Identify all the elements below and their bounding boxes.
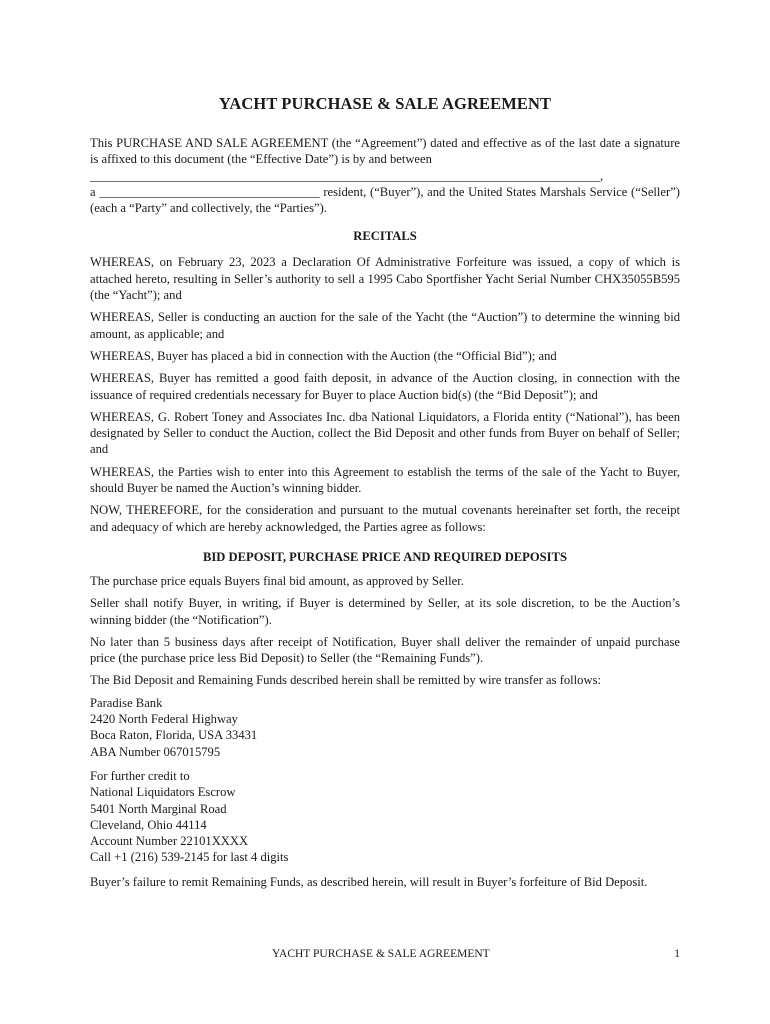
bank-line: ABA Number 067015795 [90,744,221,759]
document-body [90,94,680,896]
recital-paragraph: WHEREAS, on February 23, 2023 a Declaration Of Administrative Forfeiture was issued, a copy of which is attached hereto, resulting in Seller’s authority to sell a 1995 Cabo Sportfisher Yacht Serial Number CHX35055B595 (the “Yacht”); and [90,255,680,303]
intro-buyer-line: a ___________________________________ resident, (“Buyer”), and the United States Marshals Service (“Seller”) (each a “Party” and collectively, the “Parties”). [90,184,680,216]
bank-address-block [90,695,680,760]
credit-address-block [90,768,680,866]
bank-line: 2420 North Federal Highway [90,712,238,727]
credit-line: Cleveland, Ohio 44114 [90,817,207,832]
credit-line: 5401 North Marginal Road [90,801,227,816]
page-number: 1 [674,948,680,960]
document-title: YACHT PURCHASE & SALE AGREEMENT [218,94,552,113]
intro-paragraph [90,135,680,216]
section-paragraph: No later than 5 business days after receipt of Notification, Buyer shall deliver the remainder of unpaid purchase price (the purchase price less Bid Deposit) to Seller (the “Remaining Funds”). [90,634,680,666]
section-paragraph: The purchase price equals Buyers final bid amount, as approved by Seller. [90,573,464,588]
section-paragraph: Seller shall notify Buyer, in writing, if Buyer is determined by Seller, at its sole discretion, to be the Auction’s winning bidder (the “Notification”). [90,596,680,627]
recital-paragraph: WHEREAS, Buyer has placed a bid in connection with the Auction (the “Official Bid”); and [90,348,557,363]
recital-paragraph: WHEREAS, G. Robert Toney and Associates Inc. dba National Liquidators, a Florida entity (“National”), has been designated by Seller to conduct the Auction, collect the Bid Deposit and other funds from Buyer on behalf of Seller; and [90,409,680,457]
recital-paragraph: WHEREAS, Buyer has remitted a good faith deposit, in advance of the Auction closing, in connection with the issuance of required credentials necessary for Buyer to place Auction bid(s) (the “Bid Deposit”); and [90,371,680,402]
footer-title: YACHT PURCHASE & SALE AGREEMENT [272,948,490,960]
recital-paragraph: NOW, THEREFORE, for the consideration and pursuant to the mutual covenants hereinafter set forth, the receipt and adequacy of which are hereby acknowledged, the Parties agree as follows: [90,503,680,534]
bank-line: Boca Raton, Florida, USA 33431 [90,728,258,743]
credit-line: For further credit to [90,768,190,783]
bank-line: Paradise Bank [90,695,163,710]
recital-paragraph: WHEREAS, the Parties wish to enter into this Agreement to establish the terms of the sale of the Yacht to Buyer, should Buyer be named the Auction’s winning bidder. [90,464,680,496]
closing-paragraph: Buyer’s failure to remit Remaining Funds, as described herein, will result in Buyer’s forfeiture of Bid Deposit. [90,874,648,889]
credit-line: Call +1 (216) 539-2145 for last 4 digits [90,850,289,865]
credit-line: Account Number 22101XXXX [90,834,249,849]
section-heading: BID DEPOSIT, PURCHASE PRICE AND REQUIRED DEPOSITS [202,549,567,564]
recitals-heading: RECITALS [353,229,417,244]
intro-text: This PURCHASE AND SALE AGREEMENT (the “Agreement”) dated and effective as of the last date a signature is affixed to this document (the “Effective Date”) is by and between [90,136,680,167]
intro-blank-line: _________________________________________________________________________________, [90,168,604,183]
credit-line: National Liquidators Escrow [90,785,236,800]
section-paragraph: The Bid Deposit and Remaining Funds described herein shall be remitted by wire transfer as follows: [90,673,601,688]
recital-paragraph: WHEREAS, Seller is conducting an auction for the sale of the Yacht (the “Auction”) to determine the winning bid amount, as applicable; and [90,310,680,341]
